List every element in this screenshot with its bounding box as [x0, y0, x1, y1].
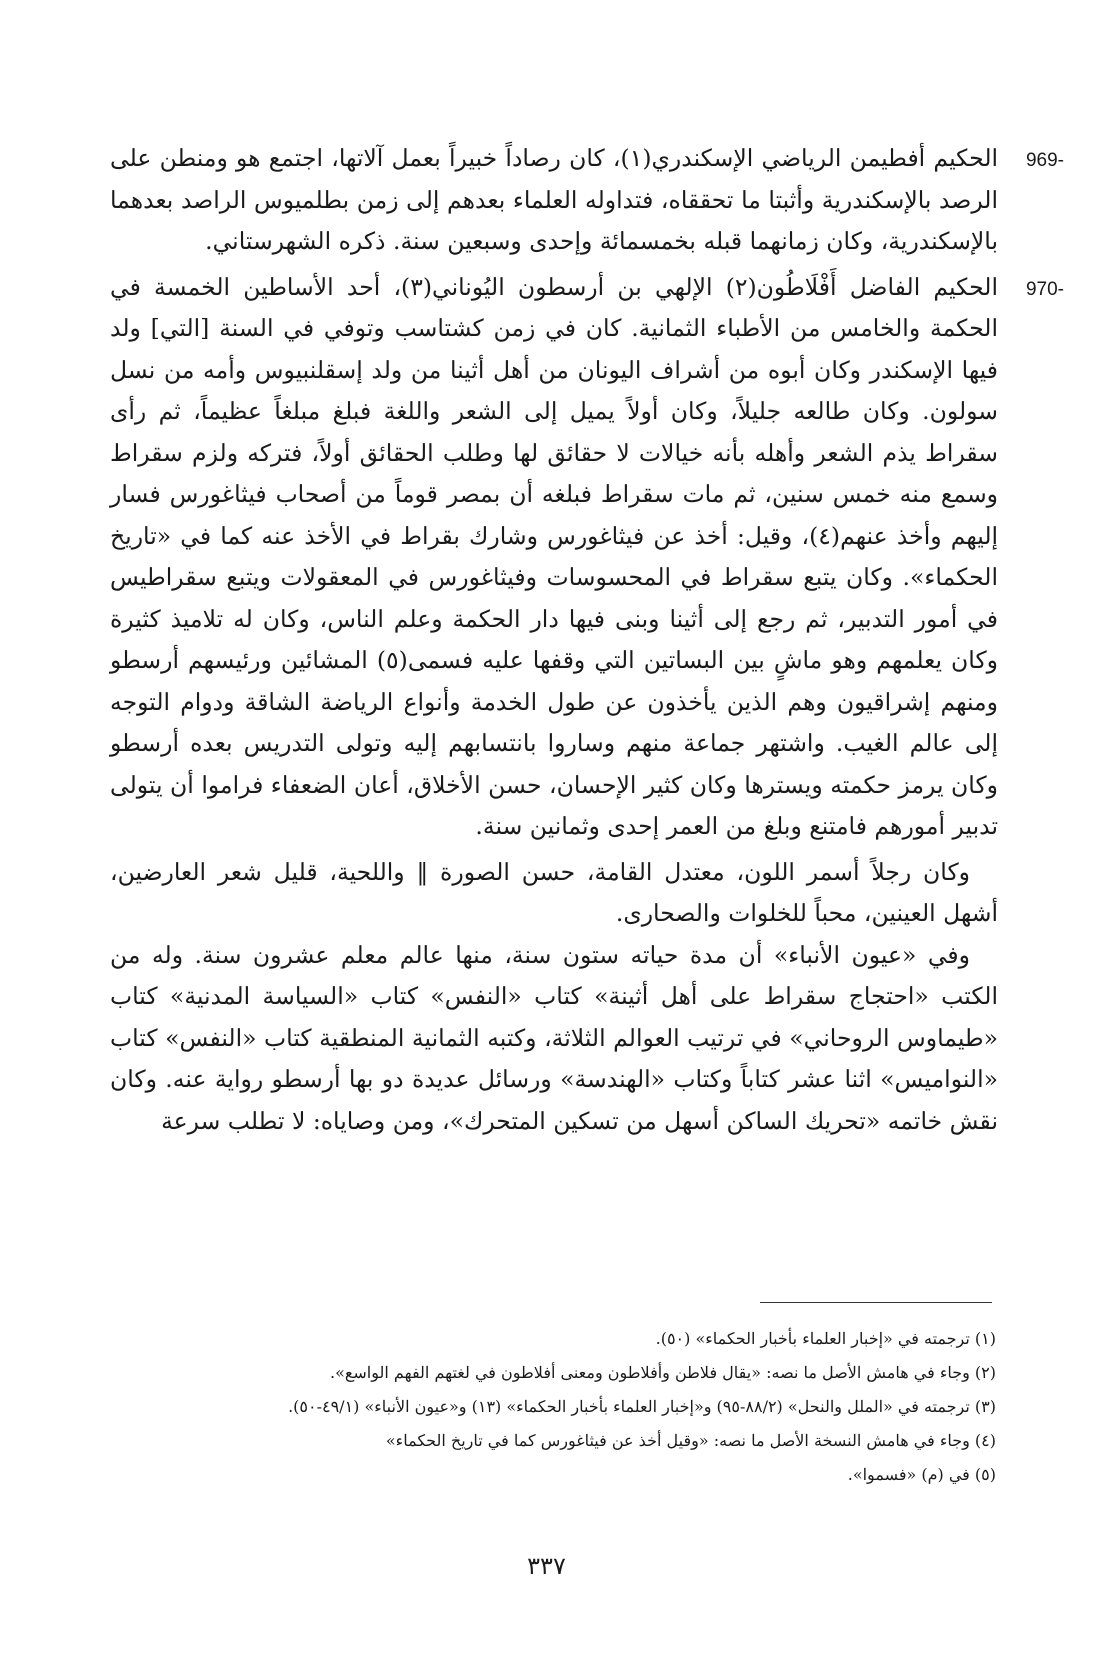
- footnotes: [220, 1322, 996, 1492]
- entry-number: 969-: [1025, 150, 1064, 171]
- main-text: [110, 138, 1064, 1142]
- entry-969: [110, 138, 1064, 263]
- footnote-1: (١) ترجمته في «إخبار العلماء بأخبار الحكماء» (٥٠).: [655, 1329, 996, 1348]
- entry-text: الحكيم الفاضل أَفْلَاطُون(٢) الإلهي بن أرسطون اليُوناني(٣)، أحد الأساطين الخمسة في الحكمة والخامس من الأطباء الثمانية. كان في زمن كشتاسب وتوفي في السنة [التي] ولد فيها الإسكندر وكان أبوه من أشراف اليونان من أهل أثينا من ولد إسقلنبيوس وأمه من نسل سولون. وكان طالعه جليلاً، وكان أولاً يميل إلى الشعر واللغة فبلغ مبلغاً عظيماً، ثم رأى سقراط يذم الشعر وأهله بأنه خيالات لا حقائق لها وطلب الحقائق أولاً، فتركه ولزم سقراط وسمع منه خمس سنين، ثم مات سقراط فبلغه أن بمصر قوماً من أصحاب فيثاغورس فسار إليهم وأخذ عنهم(٤)، وقيل: أخذ عن فيثاغورس وشارك بقراط في الأخذ عنه كما في «تاريخ الحكماء». وكان يتبع سقراط في المحسوسات وفيثاغورس في المعقولات ويتبع سقراطيس في أمور التدبير، ثم رجع إلى أثينا وبنى فيها دار الحكمة وعلم الناس، وكان له تلاميذ كثيرة وكان يعلمهم وهو ماشٍ بين البساتين التي وقفها عليه فسمى(٥) المشائين ورئيسهم أرسطو ومنهم إشراقيون وهم الذين يأخذون عن طول الخدمة وأنواع الرياضة الشاقة ودوام التوجه إلى عالم الغيب. واشتهر جماعة منهم وساروا بانتسابهم إليه وتولى التدريس بعده أرسطو وكان يرمز حكمته ويسترها وكان كثير الإحسان، حسن الأخلاق، أعان الضعفاء فراموا أن يتولى تدبير أمورهم فامتنع وبلغ من العمر إحدى وثمانين سنة.: [110, 272, 999, 840]
- page-number: ٣٣٧: [527, 1552, 566, 1580]
- footnote-2: (٢) وجاء في هامش الأصل ما نصه: «يقال فلاطن وأفلاطون ومعنى أفلاطون في لغتهم الفهم الواسع».: [330, 1363, 996, 1382]
- paragraph-books: وفي «عيون الأنباء» أن مدة حياته ستون سنة، منها عالم معلم عشرون سنة. وله من الكتب «احتجاج سقراط على أهل أثينة» كتاب «النفس» كتاب «السياسة المدنية» كتاب «طيماوس الروحاني» في ترتيب العوالم الثلاثة، وكتبه الثمانية المنطقية كتاب «النفس» كتاب «النواميس» اثنا عشر كتاباً وكتاب «الهندسة» ورسائل عديدة دو بها أرسطو رواية عنه. وكان نقش خاتمه «تحريك الساكن أسهل من تسكين المتحرك»، ومن وصاياه: لا تطلب سرعة: [110, 940, 998, 1135]
- entry-970: [110, 267, 1064, 848]
- footnote-3: (٣) ترجمته في «الملل والنحل» (٨٨/٢-٩٥) و«إخبار العلماء بأخبار الحكماء» (١٣) و«عيون الأنباء» (٤٩/١-٥٠).: [288, 1397, 996, 1416]
- entry-number: 970-: [1025, 278, 1064, 300]
- entry-text: الحكيم أفطيمن الرياضي الإسكندري(١)، كان رصاداً خبيراً بعمل آلاتها، اجتمع هو ومنطن على الرصد بالإسكندرية وأثبتا ما تحققاه، فتداوله العلماء بعدهم إلى زمن بطلميوس الراصد بعدهما بالإسكندرية، وكان زمانهما قبله بخمسمائة وإحدى وسبعين سنة. ذكره الشهرستاني.: [110, 144, 999, 255]
- footnote-4: (٤) وجاء في هامش النسخة الأصل ما نصه: «وقيل أخذ عن فيثاغورس كما في تاريخ الحكماء»: [385, 1431, 996, 1450]
- footnote-divider: [760, 1302, 992, 1303]
- paragraph-description: وكان رجلاً أسمر اللون، معتدل القامة، حسن الصورة ‖ واللحية، قليل شعر العارضين، أشهل العينين، محباً للخلوات والصحارى.: [110, 857, 998, 927]
- footnote-5: (٥) في (م) «فسموا».: [847, 1465, 996, 1484]
